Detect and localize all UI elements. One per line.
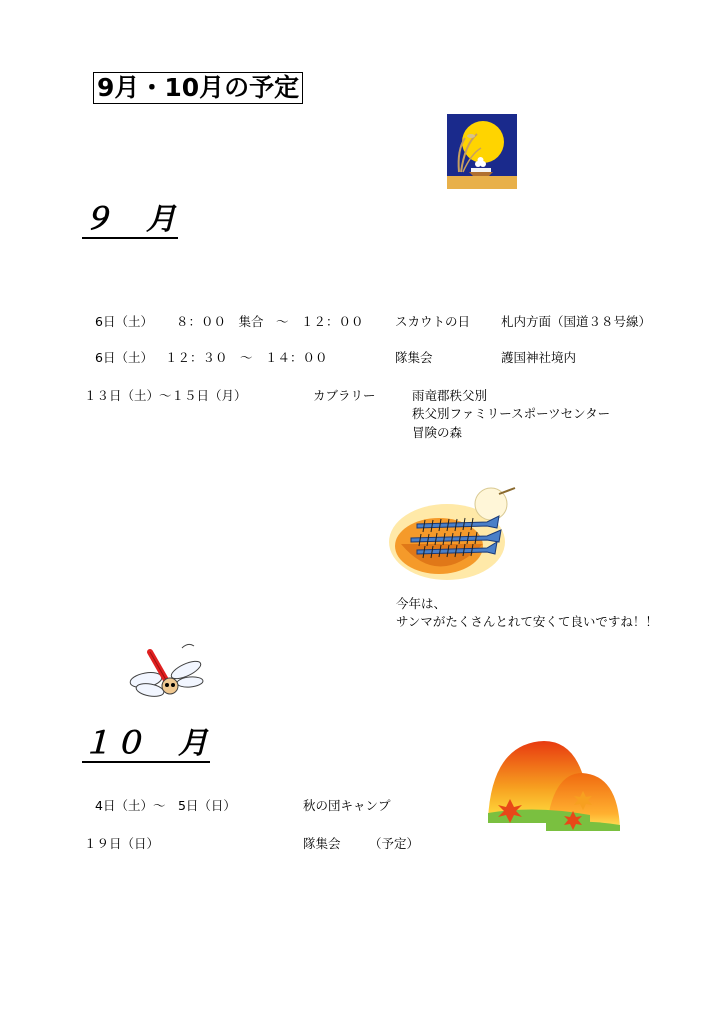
row1-event: スカウトの日 <box>395 314 471 329</box>
row2-event: 隊集会 <box>395 350 433 365</box>
oct-row2-event: 隊集会 <box>303 836 341 851</box>
grilled-saury-icon <box>387 484 519 584</box>
oct-row1-event: 秋の団キャンプ <box>303 798 391 813</box>
oct-row2-date: １９日（日） <box>84 836 160 851</box>
row3-place-line1: 雨竜郡秩父別 <box>412 388 488 403</box>
row3-date: １３日（土）～１５日（月） <box>84 388 247 403</box>
saury-caption-line1: 今年は、 <box>396 596 447 611</box>
row3-event: カブラリー <box>313 388 376 403</box>
row2-date: 6日（土） <box>95 350 153 365</box>
row1-time: ８：００ 集合 ～ １２：００ <box>176 314 364 329</box>
moon-viewing-icon <box>447 114 517 189</box>
row3-place-line2: 秩父別ファミリースポーツセンター <box>412 406 611 421</box>
oct-row2-note: （予定） <box>369 836 420 851</box>
saury-caption-line2: サンマがたくさんとれて安くて良いですね！！ <box>396 614 658 629</box>
page-title: 9月・10月の予定 <box>93 72 303 104</box>
oct-row1-date: 4日（土）～ 5日（日） <box>95 798 236 813</box>
row1-date: 6日（土） <box>95 314 153 329</box>
september-heading: ９ 月 <box>82 202 178 237</box>
autumn-hills-icon <box>486 739 622 835</box>
october-heading: １０ 月 <box>82 726 210 761</box>
dragonfly-icon <box>128 640 204 700</box>
row2-time: １２：３０ ～ １４：００ <box>165 350 328 365</box>
row3-place-line3: 冒険の森 <box>412 425 463 440</box>
row1-place: 札内方面（国道３８号線） <box>501 314 652 329</box>
row2-place: 護国神社境内 <box>501 350 577 365</box>
